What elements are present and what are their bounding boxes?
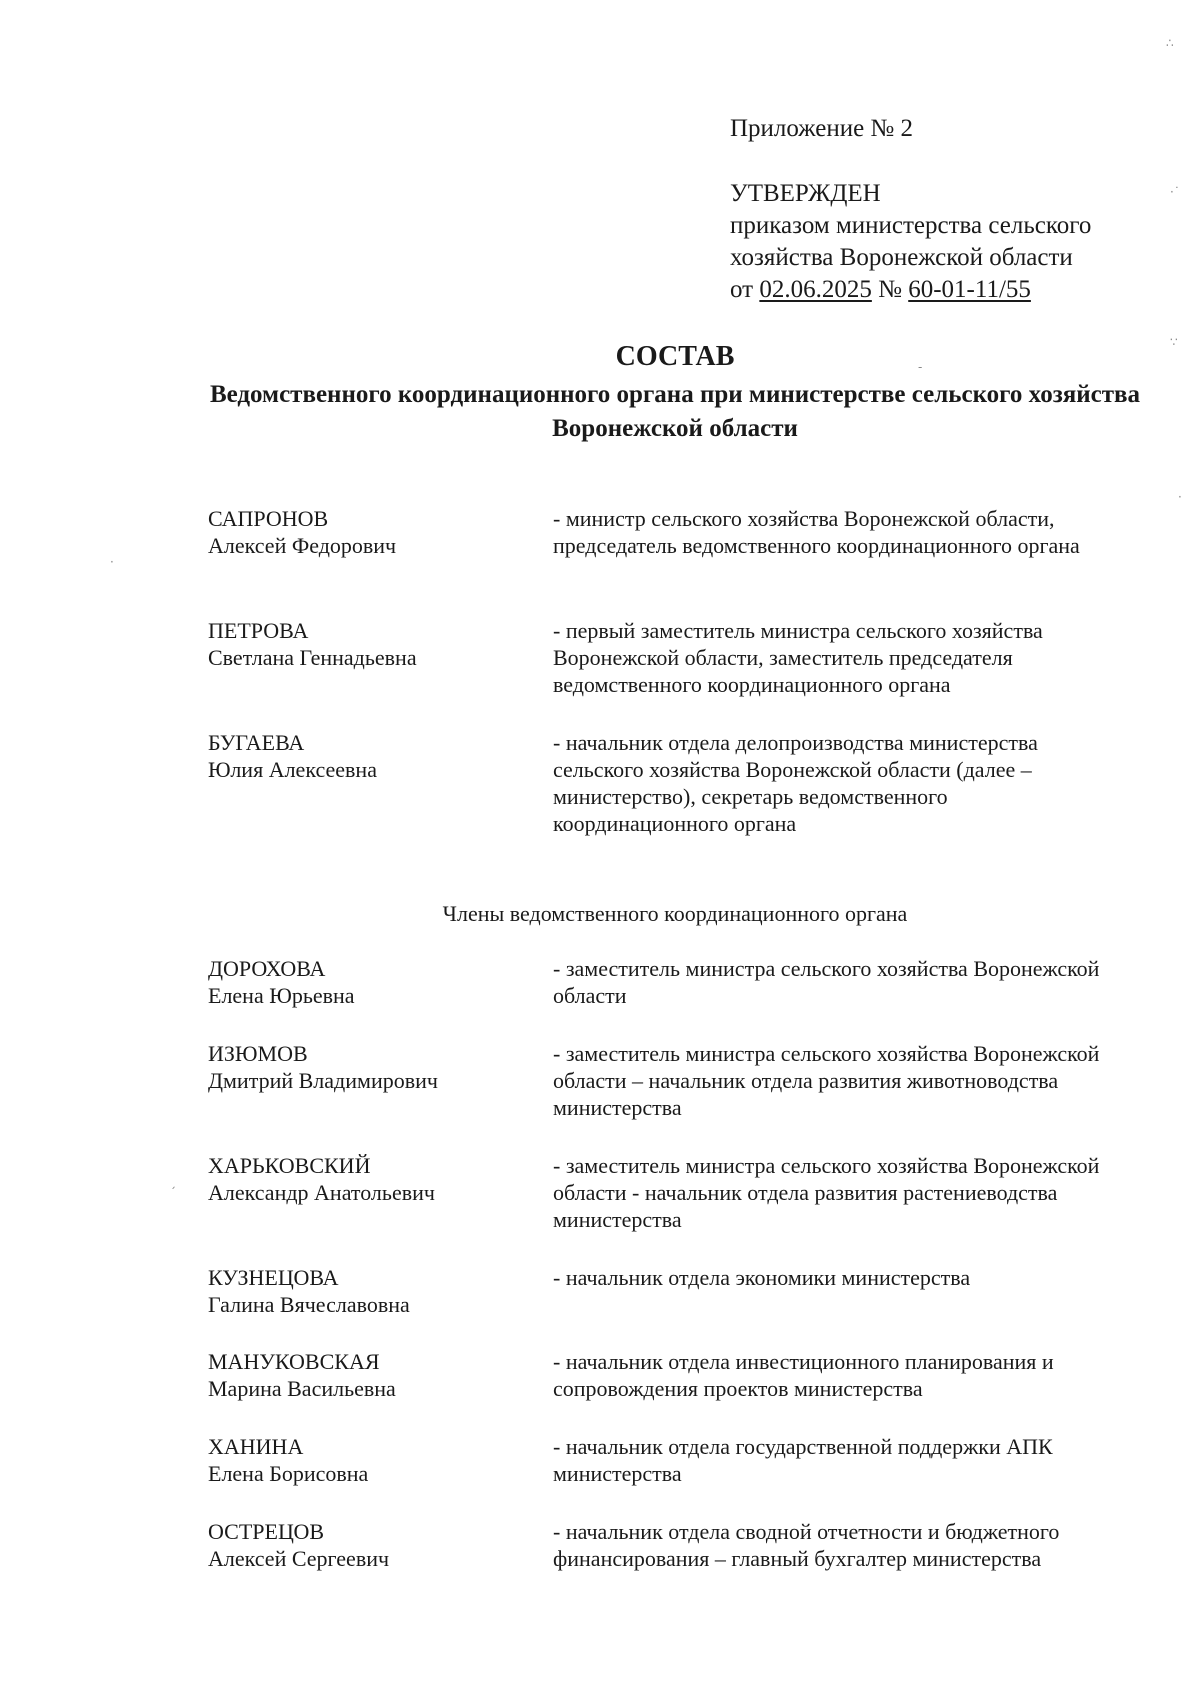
document-title: СОСТАВ	[615, 341, 735, 372]
member-role: - первый заместитель министра сельского хозяйства Воронежской области, заместитель председателя ведомственного координационного органа	[553, 618, 1043, 697]
member-given-name: Светлана Геннадьевна	[208, 645, 417, 670]
scan-speck: ·˙	[1170, 185, 1180, 199]
scan-speck: ∴	[1166, 36, 1174, 50]
member-name	[208, 505, 538, 559]
member-name	[208, 955, 538, 1009]
member-surname: ОСТРЕЦОВ	[208, 1519, 325, 1544]
member-role: - начальник отдела экономики министерства	[553, 1265, 971, 1290]
document-subtitle: Ведомственного координационного органа при министерстве сельского хозяйства Воронежской области	[209, 381, 1141, 442]
member-surname: ИЗЮМОВ	[208, 1041, 308, 1066]
member-name	[208, 1518, 538, 1572]
members-heading: Члены ведомственного координационного органа	[442, 901, 908, 926]
member-given-name: Александр Анатольевич	[208, 1180, 435, 1205]
scan-speck: -	[918, 360, 923, 374]
order-date-number-line	[730, 274, 1091, 306]
member-name	[208, 1152, 538, 1206]
member-role: - начальник отдела государственной поддержки АПК министерства	[553, 1434, 1053, 1486]
scan-speck: ·	[110, 555, 114, 569]
member-given-name: Юлия Алексеевна	[208, 757, 377, 782]
approved-by-line-1: приказом министерства сельского	[730, 212, 1092, 239]
member-surname: ПЕТРОВА	[208, 618, 309, 643]
member-given-name: Елена Борисовна	[208, 1461, 369, 1486]
member-surname: ДОРОХОВА	[208, 956, 326, 981]
scan-speck: ∵	[1170, 335, 1178, 349]
member-surname: САПРОНОВ	[208, 506, 329, 531]
member-role: - заместитель министра сельского хозяйства Воронежской области - начальник отдела развития растениеводства министерства	[553, 1153, 1100, 1232]
member-given-name: Марина Васильевна	[208, 1376, 396, 1401]
member-name	[208, 729, 538, 783]
member-given-name: Алексей Сергеевич	[208, 1546, 390, 1571]
number-prefix: №	[871, 276, 909, 303]
member-given-name: Дмитрий Владимирович	[208, 1068, 438, 1093]
member-surname: ХАРЬКОВСКИЙ	[208, 1153, 371, 1178]
member-given-name: Галина Вячеславовна	[208, 1292, 410, 1317]
member-role: - министр сельского хозяйства Воронежской области, председатель ведомственного координационного органа	[553, 506, 1080, 558]
approved-label: УТВЕРЖДЕН	[730, 180, 881, 207]
member-name	[208, 1040, 538, 1094]
member-role: - начальник отдела сводной отчетности и бюджетного финансирования – главный бухгалтер министерства	[553, 1519, 1060, 1571]
date-prefix: от	[730, 276, 760, 303]
member-role: - заместитель министра сельского хозяйства Воронежской области – начальник отдела развития животноводства министерства	[553, 1041, 1100, 1120]
member-role: - начальник отдела инвестиционного планирования и сопровождения проектов министерства	[553, 1349, 1054, 1401]
member-role: - начальник отдела делопроизводства министерства сельского хозяйства Воронежской области (далее – министерство), секретарь ведомственного координационного органа	[553, 730, 1038, 836]
member-surname: ХАНИНА	[208, 1434, 304, 1459]
member-role: - заместитель министра сельского хозяйства Воронежской области	[553, 956, 1100, 1008]
member-name	[208, 1433, 538, 1487]
member-name	[208, 1348, 538, 1402]
order-number: 60-01-11/55	[908, 276, 1031, 303]
approval-block	[730, 178, 1091, 306]
scan-speck: ˏ	[170, 1175, 176, 1189]
member-name	[208, 1264, 538, 1318]
member-name	[208, 617, 538, 671]
member-given-name: Елена Юрьевна	[208, 983, 355, 1008]
member-surname: КУЗНЕЦОВА	[208, 1265, 339, 1290]
member-given-name: Алексей Федорович	[208, 533, 397, 558]
member-surname: БУГАЕВА	[208, 730, 305, 755]
member-surname: МАНУКОВСКАЯ	[208, 1349, 380, 1374]
approved-by-line-2: хозяйства Воронежской области	[730, 244, 1073, 271]
appendix-label: Приложение № 2	[730, 115, 914, 142]
order-date: 02.06.2025	[759, 276, 872, 303]
scan-speck: ·	[1178, 490, 1182, 504]
